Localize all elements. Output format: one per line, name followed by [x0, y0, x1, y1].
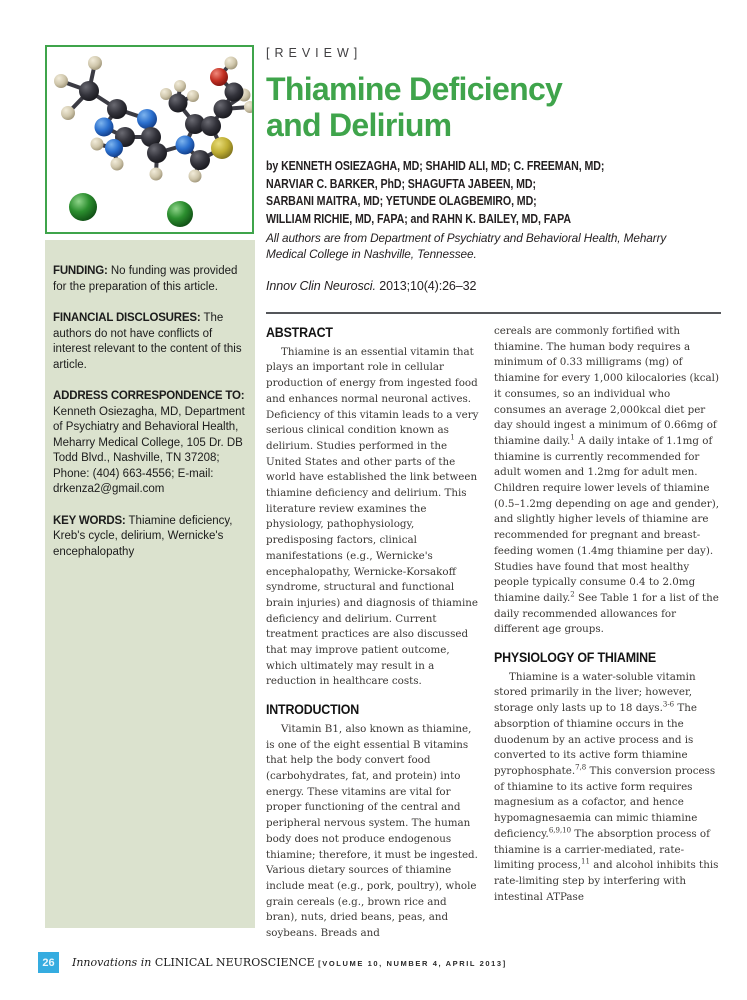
- key-words-text: Thiamine deficiency, Kreb's cycle, delirium, Wernicke's encephalopathy: [53, 514, 233, 558]
- citation-superscript: 11: [581, 857, 590, 866]
- article-paragraph: Vitamin B1, also known as thiamine, is one of the eight essential B vitamins that help the body convert food (carbohydrates, fat, and protein) into energy. These vitamins are vital for proper functioning of the central and peripheral nervous system. The human body does not produce endogenous thiamine; therefore, it must be ingested. Various dietary sources of thiamine include meat (e.g., pork, poultry), whole grain cereals (e.g., brown rice and bran), nuts, dried beans, peas, and soybeans. Breads and: [266, 722, 478, 940]
- article-paragraph: Thiamine is an essential vitamin that plays an important role in cellular production of energy from ingested food and enhances normal neuronal actives. Deficiency of this vitamin leads to a very serious clinical condition known as delirium. Studies performed in the United States and other parts of the world have established the link between thiamine deficiency and delirium. This literature review examines the physiology, pathophysiology, predisposing factors, clinical manifestations (e.g., Wernicke's encephalopathy, Wernicke-Korsakoff syndrome, structural and functional brain injuries) and diagnosis of thiamine deficiency and delirium. Current treatment practices are also discussed that may improve patient outcome, which ultimately may result in a reduction in healthcare costs.: [266, 345, 479, 688]
- byline-line: by KENNETH OSIEZAGHA, MD; SHAHID ALI, MD; C. FREEMAN, MD;: [266, 159, 605, 173]
- citation-superscript: 1: [570, 433, 575, 442]
- correspondence-text: Kenneth Osiezagha, MD, Department of Psychiatry and Behavioral Health, Meharry Medical College, 105 Dr. DB Todd Blvd., Nashville, TN 37208; Phone: (404) 663-4556; E-mail: drkenza2@gmail.com: [53, 405, 245, 495]
- article-title: [266, 71, 724, 143]
- title-line-2: and Delirium: [266, 107, 452, 143]
- byline-line: NARVIAR C. BARKER, PhD; SHAGUFTA JABEEN, MD;: [266, 176, 536, 191]
- correspondence-block: [53, 389, 246, 498]
- byline-line: WILLIAM RICHIE, MD, FAPA; and RAHN K. BAILEY, MD, FAPA: [266, 211, 571, 226]
- citation-superscript: 3-6: [662, 700, 675, 709]
- key-words-block: [53, 514, 246, 561]
- financial-disclosures-block: [53, 311, 246, 373]
- journal-citation: [266, 279, 724, 293]
- author-byline: [266, 158, 724, 228]
- financial-disclosures-text: The authors do not have conflicts of interest relevant to the content of this article.: [53, 312, 242, 371]
- article-column-right: [494, 324, 722, 942]
- byline-line: SARBANI MAITRA, MD; YETUNDE OLAGBEMIRO, MD;: [266, 194, 537, 208]
- section-heading: ABSTRACT: [266, 325, 333, 340]
- article-body: [266, 324, 722, 942]
- author-affiliation: All authors are from Department of Psychiatry and Behavioral Health, Meharry Medical College in Nashville, Tennessee.: [266, 231, 667, 261]
- title-line-1: Thiamine Deficiency: [266, 71, 563, 107]
- journal-name-italic: Innovations in: [72, 956, 152, 969]
- funding-text: No funding was provided for the preparation of this article.: [53, 265, 238, 293]
- citation-detail: 2013;10(4):26–32: [375, 279, 477, 293]
- section-heading: PHYSIOLOGY OF THIAMINE: [494, 650, 657, 666]
- issue-info: [VOLUME 10, NUMBER 4, APRIL 2013]: [318, 959, 507, 968]
- key-words-label: KEY WORDS:: [53, 514, 126, 527]
- thiamine-molecule-illustration: [47, 47, 252, 232]
- header-divider-rule: [266, 312, 721, 314]
- funding-label: FUNDING:: [53, 265, 108, 277]
- page-footer: [38, 952, 507, 973]
- funding-block: [53, 264, 246, 295]
- page-number-badge: 26: [38, 952, 59, 973]
- journal-name-caps: CLINICAL NEUROSCIENCE: [154, 956, 315, 969]
- article-header: [266, 46, 724, 293]
- article-paragraph: cereals are commonly fortified with thiamine. The human body requires a minimum of 0.33 milligrams (mg) of thiamine for every 1,000 kilocalories (kcal) it consumes, so an individual who consumes an average 2,000kcal diet per day should ingest a minimum of 0.66mg of thiamine daily.$^1$ A daily intake of 1.1mg of thiamine is currently recommended for adult women and 1.2mg for adult men. Children require lower levels of thiamine (0.5–1.2mg depending on age and gender), and slightly higher levels of thiamine are recommended for pregnant and breast-feeding women (1.4mg thiamine per day). Studies have found that most healthy people typically consume 0.4 to 2.0mg thiamine daily.$^2$ See Table 1 for a list of the daily recommended allowances for different age groups.: [494, 325, 719, 636]
- article-info-sidebar: [45, 240, 255, 928]
- article-paragraph: Thiamine is a water-soluble vitamin stored primarily in the liver; however, storage only lasts up to 18 days.$^{3-6}$ The absorption of thiamine occurs in the duodenum by an active process and is converted to its active form thiamine pyrophosphate.$^{7,8}$ This conversion process of thiamine to its active form requires magnesium as a cofactor, and hence hypomagnesaemia can mimic thiamine deficiency.$^{6,9,10}$ The absorption process of thiamine is a carrier-mediated, rate-limiting process,$^{11}$ and alcohol inhibits this rate-limiting step by interfering with intestinal ATPase: [494, 670, 719, 903]
- journal-footer-text: [72, 956, 507, 969]
- citation-journal-name: Innov Clin Neurosci.: [266, 279, 376, 293]
- citation-superscript: 6,9,10: [548, 826, 572, 835]
- correspondence-label: ADDRESS CORRESPONDENCE TO:: [53, 390, 245, 402]
- citation-superscript: 2: [570, 590, 575, 599]
- section-heading: INTRODUCTION: [266, 702, 360, 718]
- molecule-figure: [45, 45, 254, 234]
- citation-superscript: 7,8: [575, 763, 587, 772]
- financial-disclosures-label: FINANCIAL DISCLOSURES:: [53, 312, 201, 324]
- article-column-left: [266, 324, 479, 942]
- review-kicker: [REVIEW]: [266, 46, 363, 60]
